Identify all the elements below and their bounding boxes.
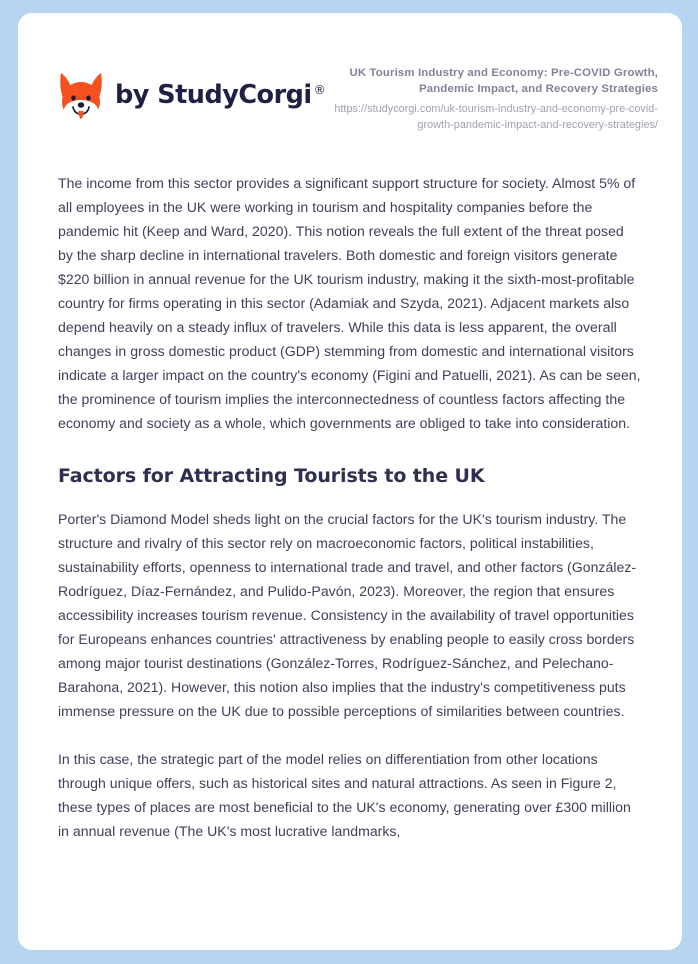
paragraph-2: Porter's Diamond Model sheds light on the crucial factors for the UK's tourism industry. The structure and rivalry of this sector rely on macroeconomic factors, political instabilities, sustainability efforts, openness to international trade and travel, and other factors (González-Rodríguez, Díaz-Fernández, and Pulido-Pavón, 2023). Moreover, the region that ensures accessibility increases tourism revenue. Consistency in the availability of travel opportunities for Europeans enhances countries' attractiveness by enabling people to easily cross borders among major tourist destinations (González-Torres, Rodríguez-Sánchez, and Pelechano-Barahona, 2021). However, this notion also implies that the industry's competitiveness puts immense pressure on the UK due to possible perceptions of similarities between countries. <box>58 510 637 719</box>
document-source-url[interactable]: https://studycorgi.com/uk-tourism-industry-and-economy-pre-covid-growth-pandemic-impact-and-recovery-strategies/ <box>334 103 658 131</box>
document-header <box>18 13 682 133</box>
registered-trademark-icon: ® <box>313 82 326 97</box>
section-heading-factors: Factors for Attracting Tourists to the UK <box>58 465 485 488</box>
document-page-card <box>18 13 682 950</box>
brand-name-text: by StudyCorgi <box>115 80 312 110</box>
brand-name <box>115 80 325 110</box>
document-title: UK Tourism Industry and Economy: Pre-COVID Growth, Pandemic Impact, and Recovery Strategies <box>349 67 658 96</box>
document-meta <box>325 62 658 133</box>
paragraph-3: In this case, the strategic part of the model relies on differentiation from other locations through unique offers, such as historical sites and natural attractions. As seen in Figure 2, these types of places are most beneficial to the UK's economy, generating over £300 million in annual revenue (The UK's most lucrative landmarks, <box>58 750 631 839</box>
brand-logo-block <box>58 62 325 120</box>
paragraph-1: The income from this sector provides a significant support structure for society. Almost 5% of all employees in the UK were working in tourism and hospitality companies before the pandemic hit (Keep and Ward, 2020). This notion reveals the full extent of the threat posed by the sharp decline in international travelers. Both domestic and foreign visitors generate $220 billion in annual revenue for the UK tourism industry, making it the sixth-most-profitable country for firms operating in this sector (Adamiak and Szyda, 2021). Adjacent markets also depend heavily on a steady influx of travelers. While this data is less apparent, the overall changes in gross domestic product (GDP) stemming from domestic and international visitors indicate a larger impact on the country's economy (Figini and Patuelli, 2021). As can be seen, the prominence of tourism implies the interconnectedness of countless factors affecting the economy and society as a whole, which governments are obliged to take into consideration. <box>58 175 641 432</box>
corgi-fox-head-icon <box>58 70 104 120</box>
document-body <box>18 171 682 843</box>
